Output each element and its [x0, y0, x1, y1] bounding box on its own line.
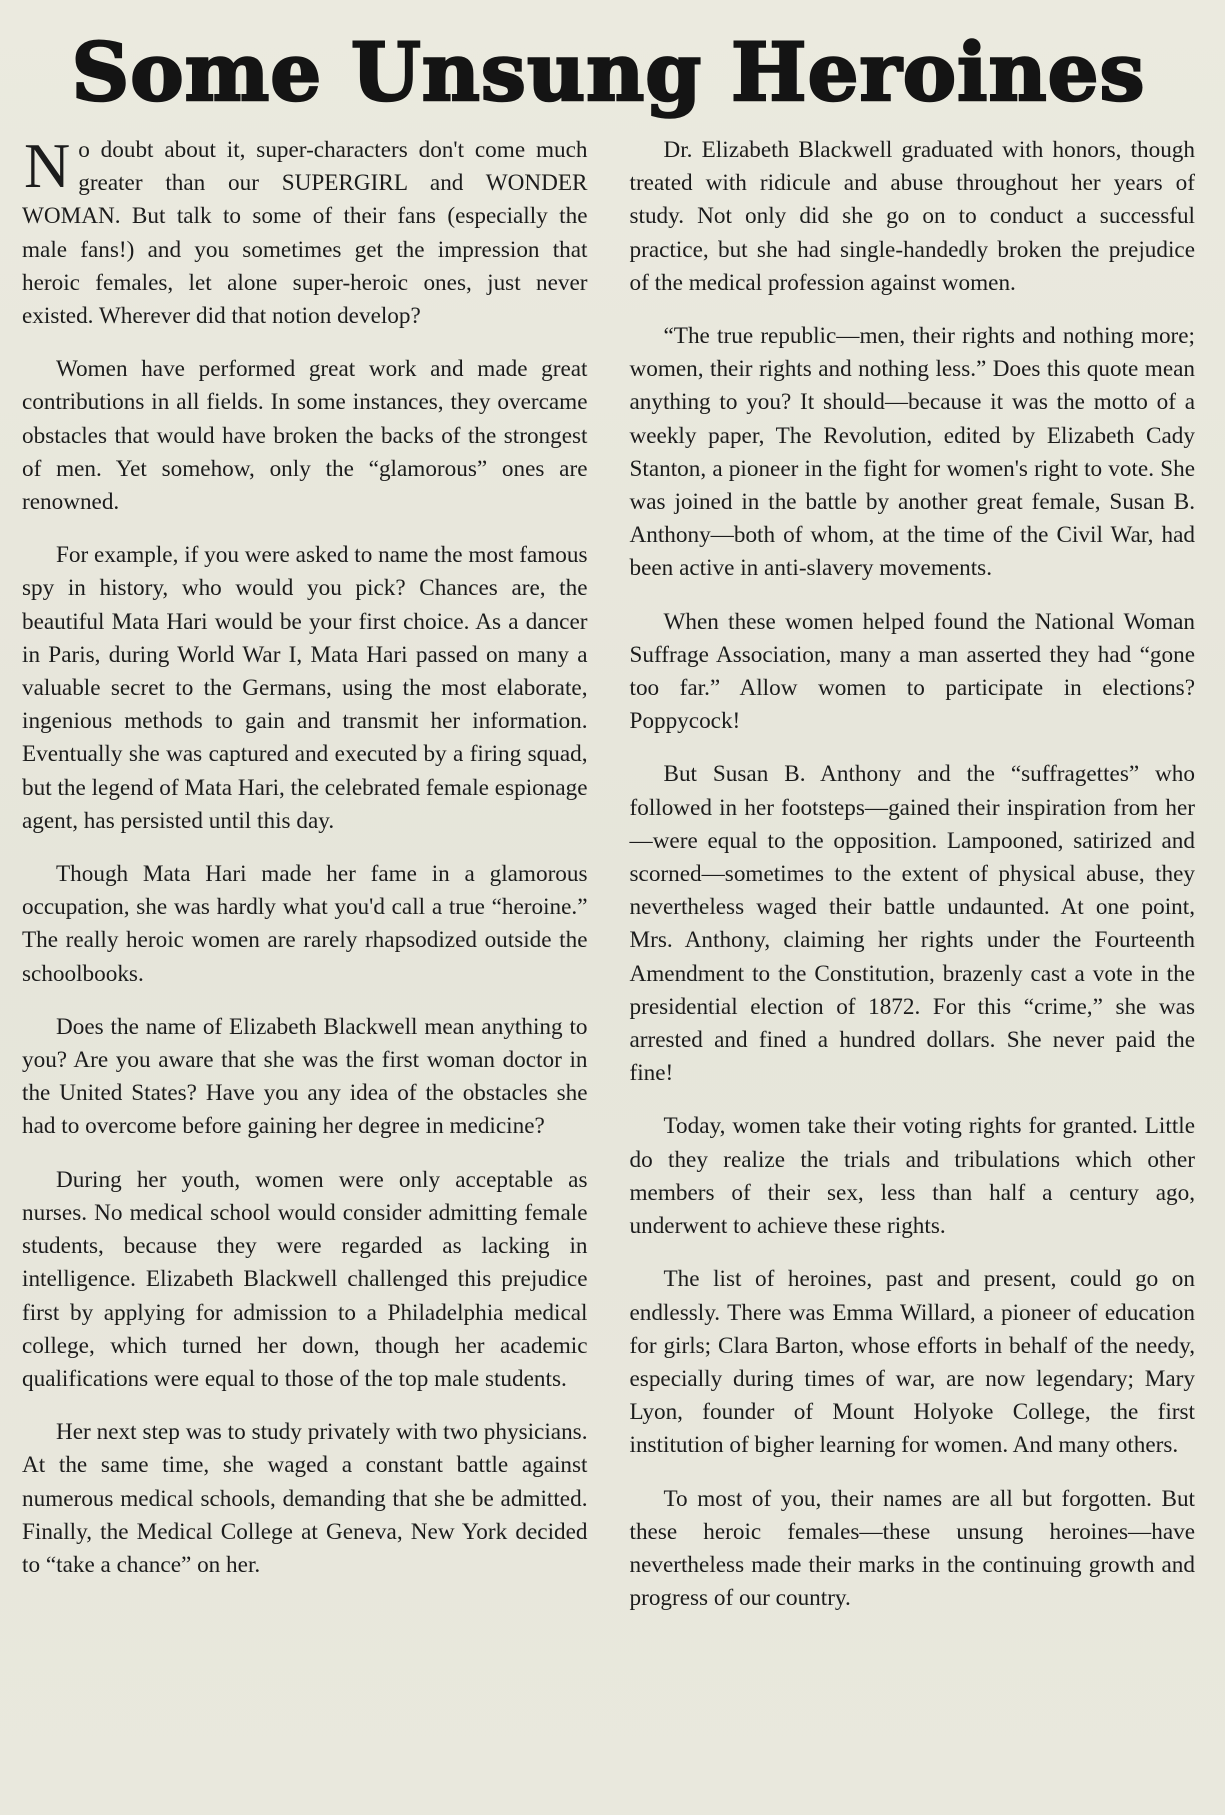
paragraph: For example, if you were asked to name the most famous spy in history, who would you pick? Chances are, the beautiful Mata Hari would be your first choice. As a dancer in Paris, during World War I, Mata Hari passed on many a valuable secret to the Germans, using the most elaborate, ingenious methods to gain and transmit her information. Eventually she was captured and executed by a firing squad, but the legend of Mata Hari, the celebrated female espionage agent, has persisted until this day.: [22, 542, 588, 834]
page-title: Some Unsung Heroines: [71, 25, 1146, 119]
drop-cap: N: [24, 130, 71, 201]
article-body: [22, 130, 1195, 1635]
paragraph: During her youth, women were only acceptable as nurses. No medical school would consider admitting female students, because they were regarded as lacking in intelligence. Elizabeth Blackwell challenged this prejudice first by applying for admission to a Philadelphia medical college, which turned her down, though her academic qualifications were equal to those of the top male students.: [22, 1166, 588, 1392]
paragraph: Her next step was to study privately with two physicians. At the same time, she waged a constant battle against numerous medical schools, demanding that she be admitted. Finally, the Medical College at Geneva, New York decided to “take a chance” on her.: [22, 1419, 588, 1578]
paragraph: Women have performed great work and made great contributions in all fields. In some instances, they overcame obstacles that would have broken the backs of the strongest of men. Yet somehow, only the “glamorous” ones are renowned.: [22, 356, 588, 516]
paragraph: To most of you, their names are all but forgotten. But these heroic females—these unsung heroines—have nevertheless made their marks in the continuing growth and progress of our country.: [629, 1485, 1195, 1612]
paragraph-text: o doubt about it, super-characters don't come much greater than our SUPERGIRL and WONDER WOMAN. But talk to some of their fans (especially the male fans!) and you sometimes get the impression that heroic females, let alone super-heroic ones, just never existed. Wherever did that notion develop?: [22, 137, 588, 330]
left-column: [22, 130, 588, 1635]
paragraph: Dr. Elizabeth Blackwell graduated with honors, though treated with ridicule and abuse throughout her years of study. Not only did she go on to conduct a successful practice, but she had single-handedly broken the prejudice of the medical profession against women.: [629, 137, 1195, 296]
paragraph: When these women helped found the National Woman Suffrage Association, many a man asserted they had “gone too far.” Allow women to participate in elections? Poppycock!: [629, 608, 1195, 735]
paragraph: Today, women take their voting rights for granted. Little do they realize the trials and tribulations which other members of their sex, less than half a century ago, underwent to achieve these rights.: [629, 1113, 1195, 1240]
paragraph: “The true republic—men, their rights and nothing more; women, their rights and nothing less.” Does this quote mean anything to you? It should—because it was the motto of a weekly paper, The Revolution, edited by Elizabeth Cady Stanton, a pioneer in the fight for women's right to vote. She was joined in the battle by another great female, Susan B. Anthony—both of whom, at the time of the Civil War, had been active in anti-slavery movements.: [629, 323, 1195, 582]
paragraph: Though Mata Hari made her fame in a glamorous occupation, she was hardly what you'd call a true “heroine.” The really heroic women are rarely rhapsodized outside the schoolbooks.: [22, 861, 588, 987]
paragraph: Does the name of Elizabeth Blackwell mean anything to you? Are you aware that she was the first woman doctor in the United States? Have you any idea of the obstacles she had to overcome before gaining her degree in medicine?: [22, 1013, 588, 1140]
paragraph: But Susan B. Anthony and the “suffragettes” who followed in her footsteps—gained their inspiration from her—were equal to the opposition. Lampooned, satirized and scorned—sometimes to the extent of physical abuse, they nevertheless waged their battle undaunted. At one point, Mrs. Anthony, claiming her rights under the Fourteenth Amendment to the Constitution, brazenly cast a vote in the presidential election of 1872. For this “crime,” she was arrested and fined a hundred dollars. She never paid the fine!: [629, 761, 1195, 1087]
right-column: [630, 134, 1196, 1635]
paragraph: The list of heroines, past and present, could go on endlessly. There was Emma Willard, a pioneer of education for girls; Clara Barton, whose efforts in behalf of the needy, especially during times of war, are now legendary; Mary Lyon, founder of Mount Holyoke College, the first institution of bigher learning for women. And many others.: [629, 1266, 1195, 1459]
paragraph: [22, 130, 588, 333]
